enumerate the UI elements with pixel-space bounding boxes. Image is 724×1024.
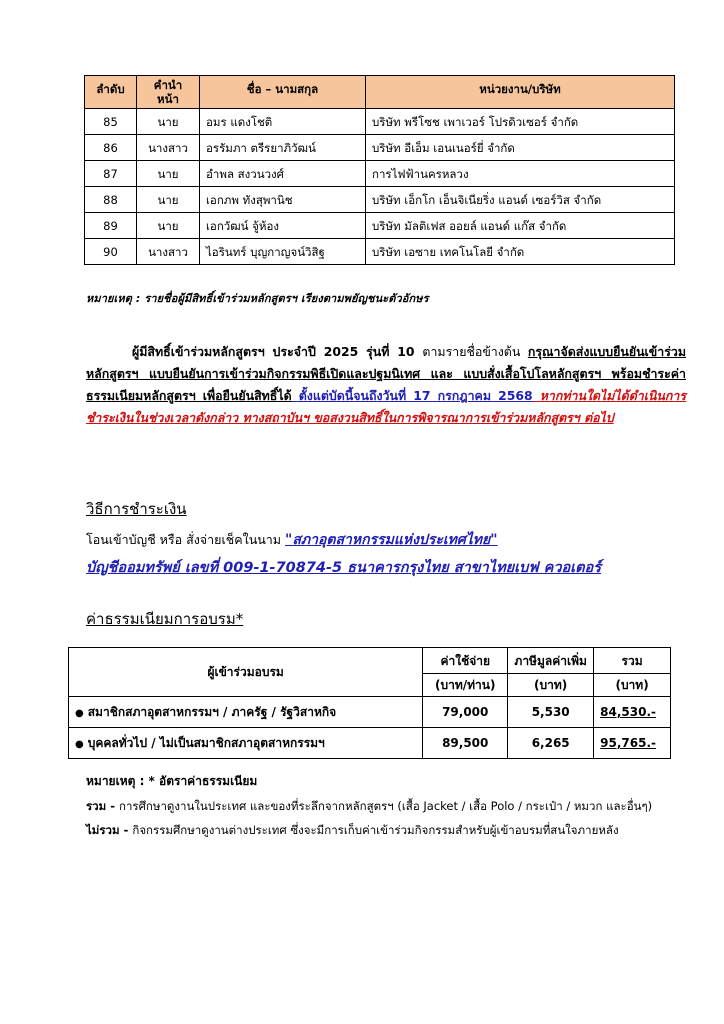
header-name: ชื่อ – นามสกุล — [200, 76, 366, 109]
paragraph-intro: ผู้มีสิทธิ์เข้าร่วมหลักสูตรฯ ประจำปี 2025 รุ่นที่ 10 — [132, 344, 423, 359]
fee-cost: 79,000 — [423, 697, 508, 728]
participants-table — [84, 75, 675, 265]
row-no: 87 — [85, 161, 137, 187]
header-title: คำนำหน้า — [137, 76, 200, 109]
fees-header-total: รวม — [594, 648, 671, 674]
fee-total: 84,530.- — [594, 697, 671, 728]
paragraph-list-ref: ตามรายชื่อข้างต้น — [422, 344, 528, 359]
row-org: บริษัท พรีโซช เพาเวอร์ โปรดิวเซอร์ จำกัด — [366, 109, 675, 135]
row-title: นาย — [137, 213, 200, 239]
fee-cost: 89,500 — [423, 728, 508, 759]
excluded-text: กิจกรรมศึกษาดูงานต่างประเทศ ซึ่งจะมีการเก็บค่าเข้าร่วมกิจกรรมสำหรับผู้เข้าอบรมที่สนใจภายหลัง — [132, 823, 619, 837]
table-row — [85, 187, 675, 213]
row-org: บริษัท เอ็กโก เอ็นจิเนียริ่ง แอนด์ เซอร์วิส จำกัด — [366, 187, 675, 213]
bank-account: บัญชีออมทรัพย์ เลขที่ 009-1-70874-5 ธนาคารกรุงไทย สาขาไทยเบฟ ควอเตอร์ — [86, 560, 602, 576]
row-name: ไอรินทร์ บุญกาญจน์วิสิฐ — [200, 239, 366, 265]
row-name: เอกภพ ทังสุพานิช — [200, 187, 366, 213]
row-no: 86 — [85, 135, 137, 161]
fees-header-vat: ภาษีมูลค่าเพิ่ม — [508, 648, 594, 674]
table-row — [69, 697, 671, 728]
payment-prefix: โอนเข้าบัญชี หรือ สั่งจ่ายเช็คในนาม — [86, 532, 286, 547]
row-title: นางสาว — [137, 135, 200, 161]
fee-participant-type — [69, 728, 423, 759]
sorting-note: หมายเหตุ : รายชื่อผู้มีสิทธิ์เข้าร่วมหลักสูตรฯ เรียงตามพยัญชนะตัวอักษร — [86, 292, 429, 305]
row-org: บริษัท อีเอ็ม เอนเนอร์ยี่ จำกัด — [366, 135, 675, 161]
excluded-note — [86, 822, 619, 840]
row-name: อมร แดงโชติ — [200, 109, 366, 135]
header-no: ลำดับ — [85, 76, 137, 109]
account-name: "สภาอุตสาหกรรมแห่งประเทศไทย" — [285, 532, 498, 548]
row-no: 90 — [85, 239, 137, 265]
fee-vat: 5,530 — [508, 697, 594, 728]
header-org: หน่วยงาน/บริษัท — [366, 76, 675, 109]
row-org: บริษัท เอซาย เทคโนโลยี จำกัด — [366, 239, 675, 265]
fee-participant-label: บุคคลทั่วไป / ไม่เป็นสมาชิกสภาอุตสาหกรรมฯ — [87, 735, 325, 750]
included-label: รวม - — [86, 799, 119, 813]
paragraph-warning: หากท่านใดไม่ได้ดำเนินการชำระเงินในช่วงเวลาดังกล่าว ทางสถาบันฯ ขอสงวนสิทธิ์ในการพิจารณาการเข้าร่วมหลักสูตรฯ ต่อไป — [86, 388, 687, 425]
fees-header-cost-unit: (บาท/ท่าน) — [423, 674, 508, 697]
fees-heading: ค่าธรรมเนียมการอบรม* — [86, 610, 244, 628]
fees-header-cost: ค่าใช้จ่าย — [423, 648, 508, 674]
fee-participant-type — [69, 697, 423, 728]
row-no: 85 — [85, 109, 137, 135]
included-note — [86, 798, 652, 816]
row-title: นาย — [137, 161, 200, 187]
row-name: เอกวัฒน์ จู้ห้อง — [200, 213, 366, 239]
table-row — [85, 239, 675, 265]
row-org: บริษัท มัลติเฟส ออยล์ แอนด์ แก๊ส จำกัด — [366, 213, 675, 239]
paragraph-deadline: ตั้งแต่บัดนี้จนถึงวันที่ 17 กรกฎาคม 2568 — [291, 388, 533, 403]
bullet-icon: ● — [75, 707, 84, 719]
fees-header-total-unit: (บาท) — [594, 674, 671, 697]
table-row — [85, 135, 675, 161]
table-row — [85, 213, 675, 239]
table-row — [85, 109, 675, 135]
payment-heading: วิธีการชำระเงิน — [86, 500, 187, 518]
row-title: นาย — [137, 109, 200, 135]
row-no: 89 — [85, 213, 137, 239]
table-row — [85, 161, 675, 187]
fees-header-participant: ผู้เข้าร่วมอบรม — [69, 648, 423, 697]
table-row — [69, 728, 671, 759]
row-title: นางสาว — [137, 239, 200, 265]
fees-table — [68, 647, 671, 759]
excluded-label: ไม่รวม - — [86, 823, 133, 837]
included-text: การศึกษาดูงานในประเทศ และของที่ระลึกจากหลักสูตรฯ (เสื้อ Jacket / เสื้อ Polo / กระเป๋า / หมวก และอื่นๆ) — [119, 799, 653, 813]
row-name: อำพล สงวนวงศ์ — [200, 161, 366, 187]
row-no: 88 — [85, 187, 137, 213]
row-name: อรรัมภา ตรีรยาภิวัฒน์ — [200, 135, 366, 161]
payment-instruction — [86, 529, 498, 551]
bullet-icon: ● — [75, 738, 84, 750]
fee-total: 95,765.- — [594, 728, 671, 759]
row-title: นาย — [137, 187, 200, 213]
paragraph-instructions: กรุณาจัดส่งแบบยืนยันเข้าร่วมหลักสูตรฯ แบบยืนยันการเข้าร่วมกิจกรรมพิธีเปิดและปฐมนิเทศ และ แบบสั่งเสื้อโปโลหลักสูตรฯ พร้อมชำระค่าธรรมเนียมหลักสูตรฯ เพื่อยืนยันสิทธิ์ได้ — [86, 344, 686, 403]
confirmation-paragraph — [86, 341, 686, 429]
fees-header-vat-unit: (บาท) — [508, 674, 594, 697]
fee-note: หมายเหตุ : * อัตราค่าธรรมเนียม — [86, 774, 258, 788]
fee-vat: 6,265 — [508, 728, 594, 759]
fee-participant-label: สมาชิกสภาอุตสาหกรรมฯ / ภาครัฐ / รัฐวิสาหกิจ — [87, 704, 337, 719]
row-org: การไฟฟ้านครหลวง — [366, 161, 675, 187]
